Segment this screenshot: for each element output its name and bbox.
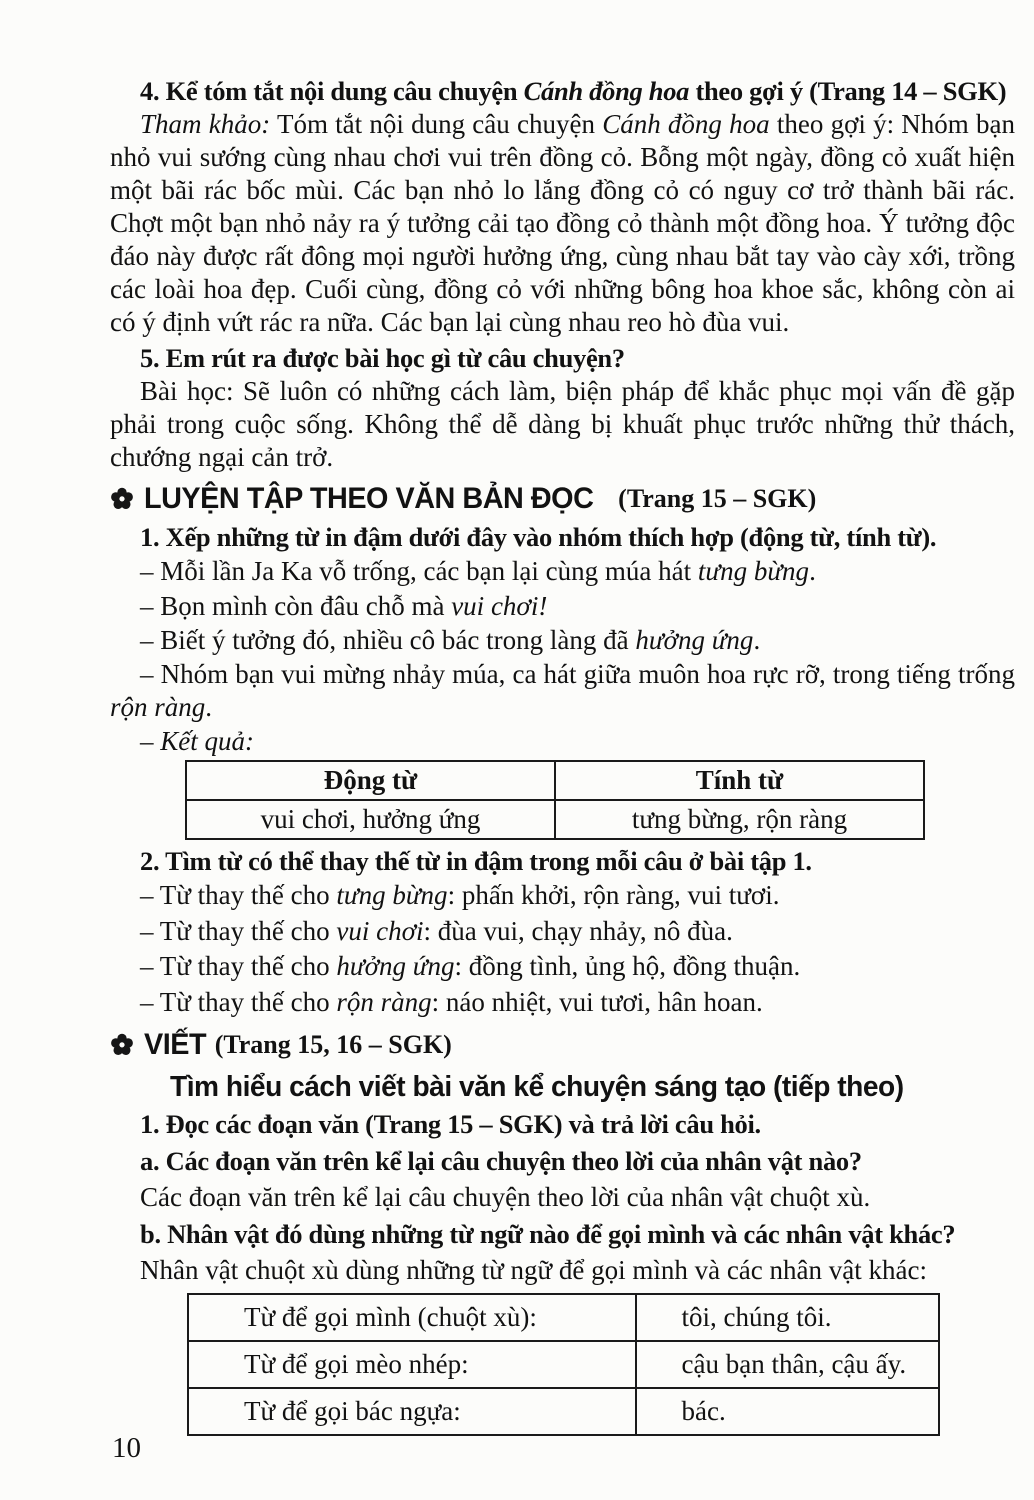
page-number: 10	[112, 1432, 141, 1464]
page-content	[110, 74, 1015, 1436]
exercise-2-item: – Từ thay thế cho tưng bừng: phấn khởi, rộn ràng, vui tươi.	[140, 880, 780, 910]
write-q1-heading: 1. Đọc các đoạn văn (Trang 15 – SGK) và trả lời câu hỏi.	[140, 1109, 761, 1139]
exercise-2-item: – Từ thay thế cho hưởng ứng: đồng tình, ủng hộ, đồng thuận.	[140, 951, 801, 981]
write-lesson-title: Tìm hiểu cách viết bài văn kể chuyện sáng tạo (tiếp theo)	[170, 1071, 904, 1103]
exercise-2-heading: 2. Tìm từ có thể thay thế từ in đậm trong mỗi câu ở bài tập 1.	[140, 846, 812, 876]
exercise-1-result-label: – Kết quả:	[140, 725, 254, 756]
word-class-table	[185, 760, 925, 840]
table-cell: Từ để gọi mèo nhép:	[188, 1341, 636, 1388]
section-ref: (Trang 15, 16 – SGK)	[214, 1030, 452, 1059]
flower-icon	[110, 487, 134, 511]
table-cell: cậu bạn thân, cậu ấy.	[636, 1341, 939, 1388]
table-row	[188, 1388, 939, 1435]
table-cell: Từ để gọi mình (chuột xù):	[188, 1294, 636, 1341]
section-luyen-tap	[110, 480, 1015, 518]
write-qa-heading: a. Các đoạn văn trên kể lại câu chuyện theo lời của nhân vật nào?	[140, 1145, 862, 1176]
question-5-heading: 5. Em rút ra được bài học gì từ câu chuyện?	[140, 343, 625, 373]
section-viet	[110, 1026, 1015, 1064]
section-ref: (Trang 15 – SGK)	[618, 484, 817, 513]
exercise-2-item: – Từ thay thế cho rộn ràng: náo nhiệt, vui tươi, hân hoan.	[140, 986, 763, 1017]
table-cell: vui chơi, hưởng ứng	[186, 800, 555, 839]
naming-table	[187, 1293, 940, 1436]
exercise-1-item: – Biết ý tưởng đó, nhiều cô bác trong làng đã hưởng ứng.	[140, 625, 761, 655]
section-title: VIẾT	[144, 1028, 207, 1061]
flower-icon	[110, 1033, 134, 1057]
write-qb-heading: b. Nhân vật đó dùng những từ ngữ nào để gọi mình và các nhân vật khác?	[140, 1218, 956, 1249]
exercise-2-item: – Từ thay thế cho vui chơi: đùa vui, chạy nhảy, nô đùa.	[140, 915, 733, 946]
table-cell: bác.	[636, 1388, 939, 1435]
exercise-1-heading: 1. Xếp những từ in đậm dưới đây vào nhóm thích hợp (động từ, tính từ).	[140, 522, 937, 552]
table-header-row	[186, 761, 924, 800]
table-header-cell: Động từ	[186, 761, 555, 800]
write-qa-answer: Các đoạn văn trên kể lại câu chuyện theo lời của nhân vật chuột xù.	[140, 1182, 871, 1212]
exercise-1-item: – Bọn mình còn đâu chỗ mà vui chơi!	[140, 590, 548, 621]
table-cell: tôi, chúng tôi.	[636, 1294, 939, 1341]
table-row	[186, 800, 924, 839]
table-cell: Từ để gọi bác ngựa:	[188, 1388, 636, 1435]
exercise-1-item: – Nhóm bạn vui mừng nhảy múa, ca hát giữa muôn hoa rực rỡ, trong tiếng trống rộn ràng.	[110, 658, 1015, 722]
table-row	[188, 1294, 939, 1341]
question-4-heading: 4. Kể tóm tắt nội dung câu chuyện Cánh đồng hoa theo gợi ý (Trang 14 – SGK)	[140, 76, 1007, 106]
table-cell: tưng bừng, rộn ràng	[555, 800, 924, 839]
question-4-answer: Tham khảo: Tóm tắt nội dung câu chuyện Cánh đồng hoa theo gợi ý: Nhóm bạn nhỏ vui sướng cùng nhau chơi vui trên đồng cỏ. Bỗng một ngày, đồng cỏ xuất hiện một bãi rác bốc mùi. Các bạn nhỏ lo lắng đồng cỏ có nguy cơ trở thành bãi rác. Chợt một bạn nhỏ nảy ra ý tưởng cải tạo đồng cỏ thành một đồng hoa. Ý tưởng độc đáo này được rất đông mọi người hưởng ứng, cùng nhau bắt tay vào cày xới, trồng các loài hoa đẹp. Cuối cùng, đồng cỏ với những bông hoa khoe sắc, không còn ai có ý định vứt rác ra nữa. Các bạn lại cùng nhau reo hò đùa vui.	[110, 109, 1015, 337]
question-5-answer: Bài học: Sẽ luôn có những cách làm, biện pháp để khắc phục mọi vấn đề gặp phải trong cuộc sống. Không thể dễ dàng bị khuất phục trước những thử thách, chướng ngại cản trở.	[110, 376, 1015, 472]
table-header-cell: Tính từ	[555, 761, 924, 800]
write-qb-answer: Nhân vật chuột xù dùng những từ ngữ để gọi mình và các nhân vật khác:	[140, 1255, 927, 1285]
table-row	[188, 1341, 939, 1388]
exercise-1-item: – Mỗi lần Ja Ka vỗ trống, các bạn lại cùng múa hát tưng bừng.	[140, 556, 816, 586]
section-title: LUYỆN TẬP THEO VĂN BẢN ĐỌC	[144, 482, 594, 515]
